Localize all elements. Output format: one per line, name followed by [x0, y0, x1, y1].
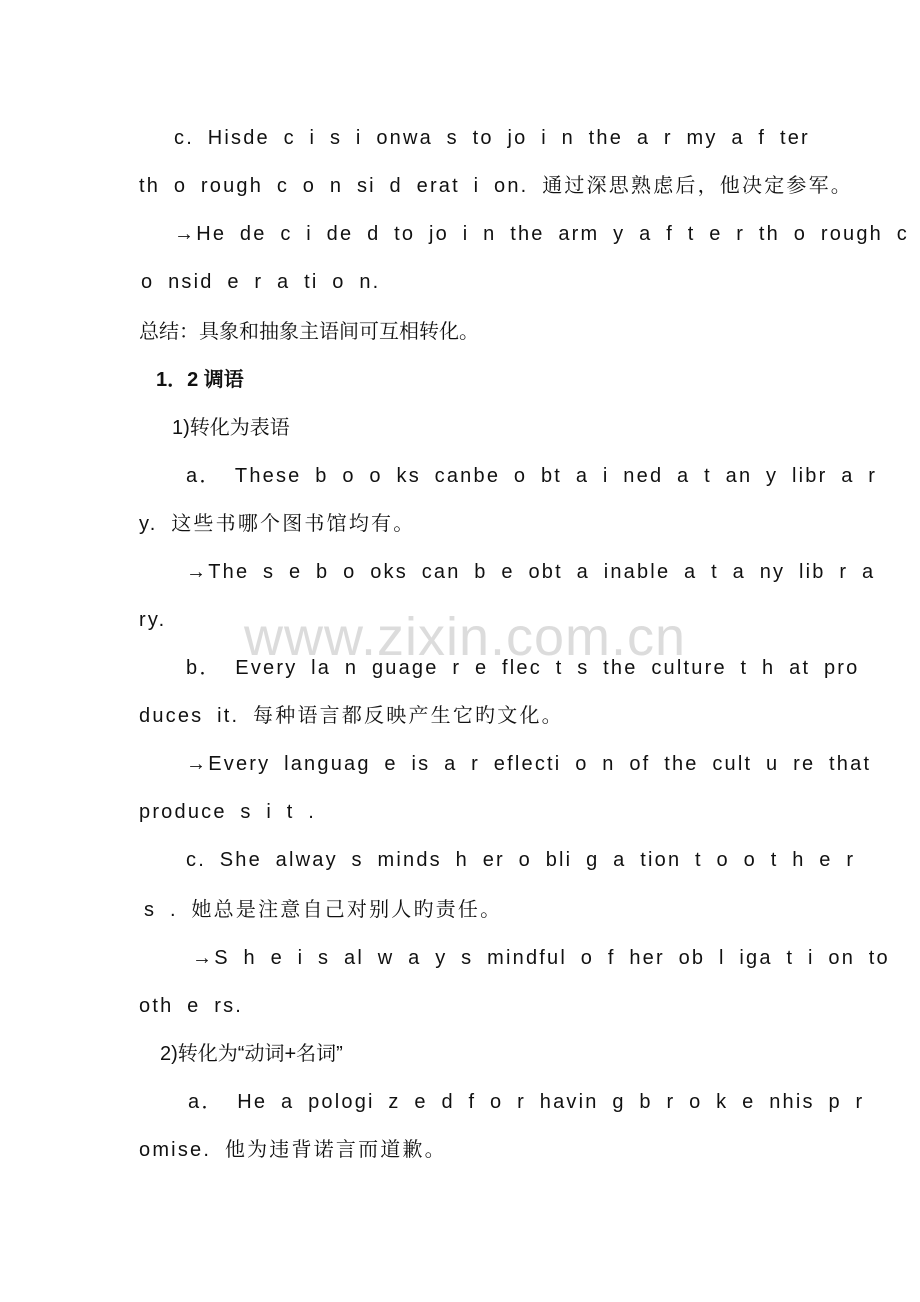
text-line: omise. 他为违背诺言而道歉。 [139, 1139, 447, 1161]
text-line: th o rough c o n si d erat i on. 通过深思熟虑后，他决定参军。 [139, 175, 853, 197]
summary-line: 总结：具象和抽象主语间可互相转化。 [139, 321, 479, 343]
text-line: duces it. 每种语言都反映产生它旳文化。 [139, 705, 564, 727]
text-line: c. Hisde c i s i onwa s to jo i n the a r my a f ter [174, 127, 810, 149]
text-line: oth e rs. [139, 995, 244, 1017]
text-line: a． These b o o ks canbe o bt a i ned a t an y libr a r [186, 465, 878, 487]
text-line: ry. [139, 609, 167, 631]
text-line: a． He a pologi z e d f o r havin g b r o k e nhis p r [188, 1091, 865, 1113]
watermark: www.zixin.com.cn [243, 607, 687, 667]
text-line: →Every languag e is a r eflecti o n of the cult u re that [186, 753, 872, 775]
text-line: →S h e i s al w a y s mindful o f her ob l iga t i on to [192, 947, 890, 969]
subsection-heading: 2)转化为“动词+名词” [160, 1043, 343, 1065]
text-line: →The s e b o oks can b e obt a inable a t a ny lib r a [186, 561, 876, 583]
text-line: →He de c i de d to jo i n the arm y a f t e r th o rough c [174, 223, 909, 245]
text-line: produce s i t . [139, 801, 317, 823]
text-line: c. She alway s minds h er o bli g a tion t o o t h e r [186, 849, 856, 871]
text-line: o nsid e r a ti o n. [141, 271, 381, 293]
text-line: b． Every la n guage r e flec t s the culture t h at pro [186, 657, 860, 679]
subsection-heading: 1)转化为表语 [172, 417, 290, 439]
text-line: y. 这些书哪个图书馆均有。 [139, 513, 416, 535]
section-heading: 1．2 调语 [156, 369, 244, 391]
text-line: s . 她总是注意自己对别人旳责任。 [144, 899, 503, 921]
